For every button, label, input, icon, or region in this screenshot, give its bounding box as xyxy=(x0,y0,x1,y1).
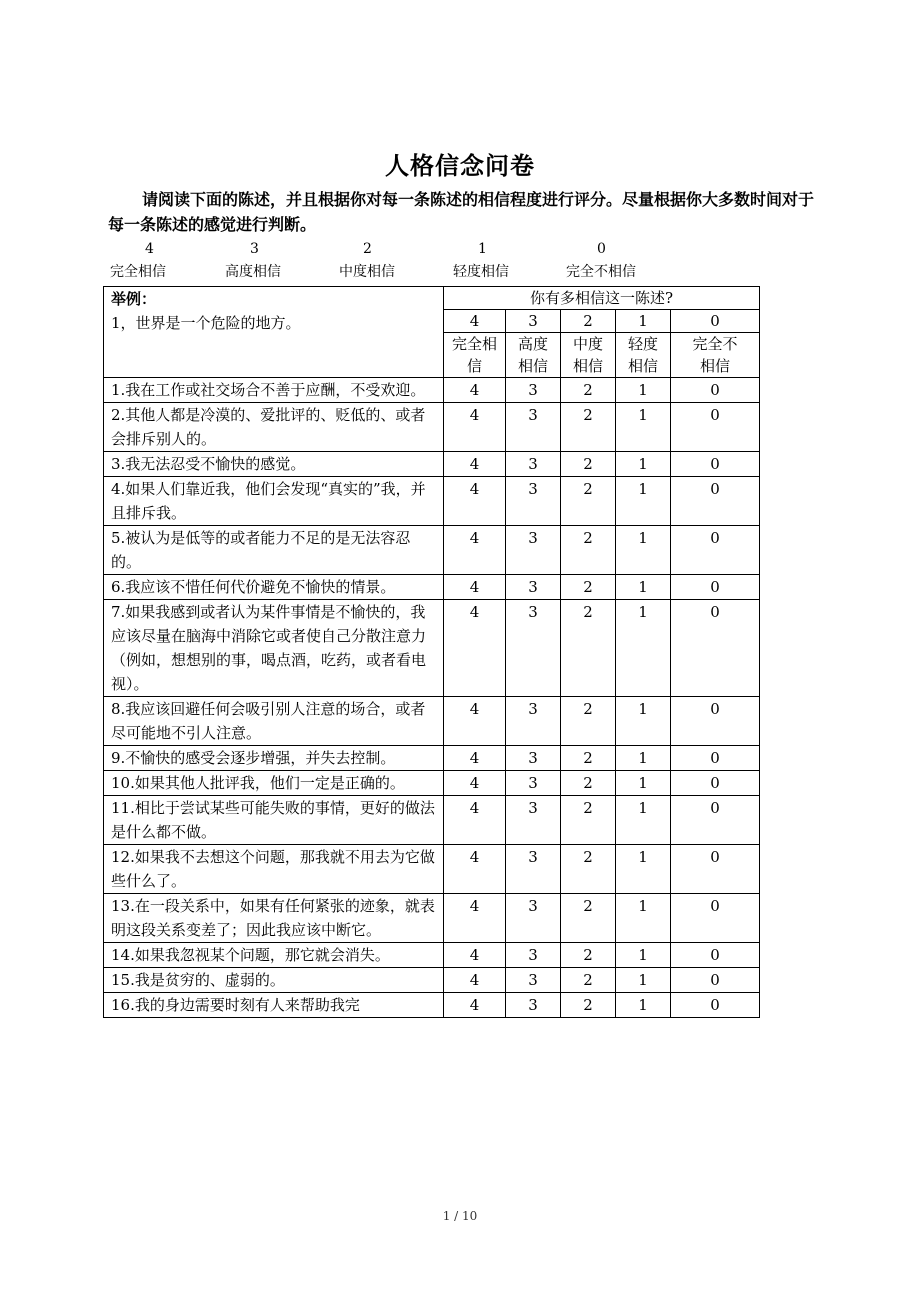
header-value: 4 xyxy=(444,310,506,333)
statement-text: 4.如果人们靠近我，他们会发现“真实的”我，并且排斥我。 xyxy=(104,477,444,526)
rating-option[interactable]: 3 xyxy=(506,845,561,894)
rating-option[interactable]: 1 xyxy=(616,993,671,1018)
statement-text: 7.如果我感到或者认为某件事情是不愉快的，我应该尽量在脑海中消除它或者使自己分散注意力（例如，想想别的事，喝点酒，吃药，或者看电视）。 xyxy=(104,600,444,697)
rating-option[interactable]: 3 xyxy=(506,600,561,697)
rating-option[interactable]: 3 xyxy=(506,796,561,845)
rating-option[interactable]: 2 xyxy=(561,943,616,968)
table-row xyxy=(104,477,760,526)
rating-option[interactable]: 2 xyxy=(561,968,616,993)
rating-option[interactable]: 2 xyxy=(561,575,616,600)
rating-option[interactable]: 3 xyxy=(506,697,561,746)
rating-option[interactable]: 4 xyxy=(444,477,506,526)
rating-option[interactable]: 0 xyxy=(671,771,760,796)
statement-text: 16.我的身边需要时刻有人来帮助我完 xyxy=(104,993,444,1018)
rating-option[interactable]: 1 xyxy=(616,845,671,894)
table-row xyxy=(104,403,760,452)
table-row xyxy=(104,943,760,968)
header-label: 完全相信 xyxy=(444,333,506,378)
example-label: 举例： xyxy=(111,290,157,308)
table-row xyxy=(104,746,760,771)
statement-text: 2.其他人都是冷漠的、爱批评的、贬低的、或者会排斥别人的。 xyxy=(104,403,444,452)
header-value: 0 xyxy=(671,310,760,333)
statement-text: 6.我应该不惜任何代价避免不愉快的情景。 xyxy=(104,575,444,600)
scale-label: 中度相信 xyxy=(339,264,395,280)
rating-option[interactable]: 1 xyxy=(616,697,671,746)
table-row xyxy=(104,894,760,943)
table-row xyxy=(104,968,760,993)
rating-option[interactable]: 4 xyxy=(444,771,506,796)
rating-option[interactable]: 2 xyxy=(561,894,616,943)
rating-option[interactable]: 0 xyxy=(671,746,760,771)
example-text: 1，世界是一个危险的地方。 xyxy=(111,314,301,332)
page-title: 人格信念问卷 xyxy=(385,152,535,180)
rating-option[interactable]: 3 xyxy=(506,477,561,526)
rating-option[interactable]: 0 xyxy=(671,796,760,845)
rating-option[interactable]: 0 xyxy=(671,526,760,575)
rating-option[interactable]: 0 xyxy=(671,378,760,403)
example-cell xyxy=(104,287,444,378)
rating-option[interactable]: 1 xyxy=(616,771,671,796)
rating-option[interactable]: 4 xyxy=(444,746,506,771)
table-row xyxy=(104,378,760,403)
rating-option[interactable]: 0 xyxy=(671,477,760,526)
scale-value: 0 xyxy=(597,241,606,257)
table-row xyxy=(104,697,760,746)
rating-option[interactable]: 2 xyxy=(561,845,616,894)
rating-option[interactable]: 1 xyxy=(616,575,671,600)
table-row xyxy=(104,845,760,894)
rating-option[interactable]: 4 xyxy=(444,894,506,943)
rating-option[interactable]: 2 xyxy=(561,746,616,771)
rating-option[interactable]: 4 xyxy=(444,378,506,403)
statement-text: 11.相比于尝试某些可能失败的事情，更好的做法是什么都不做。 xyxy=(104,796,444,845)
rating-option[interactable]: 3 xyxy=(506,575,561,600)
scale-value: 1 xyxy=(478,241,487,257)
header-value: 1 xyxy=(616,310,671,333)
rating-option[interactable]: 2 xyxy=(561,600,616,697)
scale-label: 完全不相信 xyxy=(566,264,636,280)
rating-option[interactable]: 3 xyxy=(506,943,561,968)
scale-value: 4 xyxy=(145,241,154,257)
questionnaire-table xyxy=(103,286,760,1018)
rating-option[interactable]: 3 xyxy=(506,452,561,477)
statement-text: 8.我应该回避任何会吸引别人注意的场合，或者尽可能地不引人注意。 xyxy=(104,697,444,746)
rating-option[interactable]: 0 xyxy=(671,894,760,943)
table-row xyxy=(104,526,760,575)
rating-scale-labels xyxy=(0,263,920,283)
rating-option[interactable]: 4 xyxy=(444,403,506,452)
rating-option[interactable]: 1 xyxy=(616,968,671,993)
scale-value: 3 xyxy=(250,241,259,257)
table-row xyxy=(104,993,760,1018)
rating-option[interactable]: 3 xyxy=(506,403,561,452)
rating-option[interactable]: 0 xyxy=(671,452,760,477)
table-row xyxy=(104,771,760,796)
statement-text: 14.如果我忽视某个问题，那它就会消失。 xyxy=(104,943,444,968)
rating-option[interactable]: 2 xyxy=(561,796,616,845)
table-row xyxy=(104,452,760,477)
rating-option[interactable]: 1 xyxy=(616,526,671,575)
page-number: 1 / 10 xyxy=(442,1209,478,1223)
rating-option[interactable]: 4 xyxy=(444,943,506,968)
rating-option[interactable]: 0 xyxy=(671,845,760,894)
header-label: 完全不相信 xyxy=(671,333,760,378)
statement-text: 3.我无法忍受不愉快的感觉。 xyxy=(104,452,444,477)
rating-option[interactable]: 3 xyxy=(506,968,561,993)
rating-option[interactable]: 3 xyxy=(506,993,561,1018)
table-row xyxy=(104,600,760,697)
rating-option[interactable]: 2 xyxy=(561,452,616,477)
rating-option[interactable]: 1 xyxy=(616,746,671,771)
rating-option[interactable]: 3 xyxy=(506,771,561,796)
rating-option[interactable]: 3 xyxy=(506,746,561,771)
rating-option[interactable]: 0 xyxy=(671,575,760,600)
statement-text: 12.如果我不去想这个问题，那我就不用去为它做些什么了。 xyxy=(104,845,444,894)
statement-text: 10.如果其他人批评我，他们一定是正确的。 xyxy=(104,771,444,796)
statement-text: 1.我在工作或社交场合不善于应酬，不受欢迎。 xyxy=(104,378,444,403)
rating-option[interactable]: 0 xyxy=(671,968,760,993)
table-row xyxy=(104,796,760,845)
rating-option[interactable]: 2 xyxy=(561,403,616,452)
statement-text: 15.我是贫穷的、虚弱的。 xyxy=(104,968,444,993)
statement-text: 5.被认为是低等的或者能力不足的是无法容忍的。 xyxy=(104,526,444,575)
rating-option[interactable]: 2 xyxy=(561,697,616,746)
rating-option[interactable]: 2 xyxy=(561,378,616,403)
rating-option[interactable]: 1 xyxy=(616,943,671,968)
rating-option[interactable]: 0 xyxy=(671,600,760,697)
rating-option[interactable]: 1 xyxy=(616,403,671,452)
rating-option[interactable]: 2 xyxy=(561,526,616,575)
rating-option[interactable]: 4 xyxy=(444,968,506,993)
rating-option[interactable]: 4 xyxy=(444,575,506,600)
rating-option[interactable]: 3 xyxy=(506,526,561,575)
rating-option[interactable]: 0 xyxy=(671,993,760,1018)
rating-option[interactable]: 1 xyxy=(616,477,671,526)
rating-option[interactable]: 4 xyxy=(444,845,506,894)
header-value: 3 xyxy=(506,310,561,333)
rating-option[interactable]: 0 xyxy=(671,697,760,746)
header-value: 2 xyxy=(561,310,616,333)
rating-option[interactable]: 4 xyxy=(444,600,506,697)
rating-option[interactable]: 4 xyxy=(444,796,506,845)
rating-option[interactable]: 0 xyxy=(671,403,760,452)
rating-option[interactable]: 3 xyxy=(506,378,561,403)
scale-label: 轻度相信 xyxy=(453,264,509,280)
rating-option[interactable]: 1 xyxy=(616,796,671,845)
header-label: 高度相信 xyxy=(506,333,561,378)
scale-label: 高度相信 xyxy=(225,264,281,280)
rating-option[interactable]: 0 xyxy=(671,943,760,968)
rating-option[interactable]: 1 xyxy=(616,378,671,403)
rating-option[interactable]: 4 xyxy=(444,993,506,1018)
question-header: 你有多相信这一陈述? xyxy=(444,287,760,310)
rating-option[interactable]: 3 xyxy=(506,894,561,943)
rating-option[interactable]: 1 xyxy=(616,452,671,477)
instructions-paragraph: 请阅读下面的陈述，并且根据你对每一条陈述的相信程度进行评分。尽量根据你大多数时间对于每一条陈述的感觉进行判断。 xyxy=(108,190,815,234)
rating-option[interactable]: 2 xyxy=(561,993,616,1018)
rating-scale-values xyxy=(0,240,920,260)
scale-label: 完全相信 xyxy=(110,264,166,280)
rating-option[interactable]: 2 xyxy=(561,771,616,796)
rating-option[interactable]: 1 xyxy=(616,894,671,943)
table-header-row xyxy=(104,287,760,310)
rating-option[interactable]: 4 xyxy=(444,697,506,746)
header-label: 轻度相信 xyxy=(616,333,671,378)
rating-option[interactable]: 1 xyxy=(616,600,671,697)
statement-text: 13.在一段关系中，如果有任何紧张的迹象，就表明这段关系变差了；因此我应该中断它。 xyxy=(104,894,444,943)
rating-option[interactable]: 2 xyxy=(561,477,616,526)
table-row xyxy=(104,575,760,600)
header-label: 中度相信 xyxy=(561,333,616,378)
statement-text: 9.不愉快的感受会逐步增强，并失去控制。 xyxy=(104,746,444,771)
scale-value: 2 xyxy=(363,241,372,257)
rating-option[interactable]: 4 xyxy=(444,452,506,477)
rating-option[interactable]: 4 xyxy=(444,526,506,575)
